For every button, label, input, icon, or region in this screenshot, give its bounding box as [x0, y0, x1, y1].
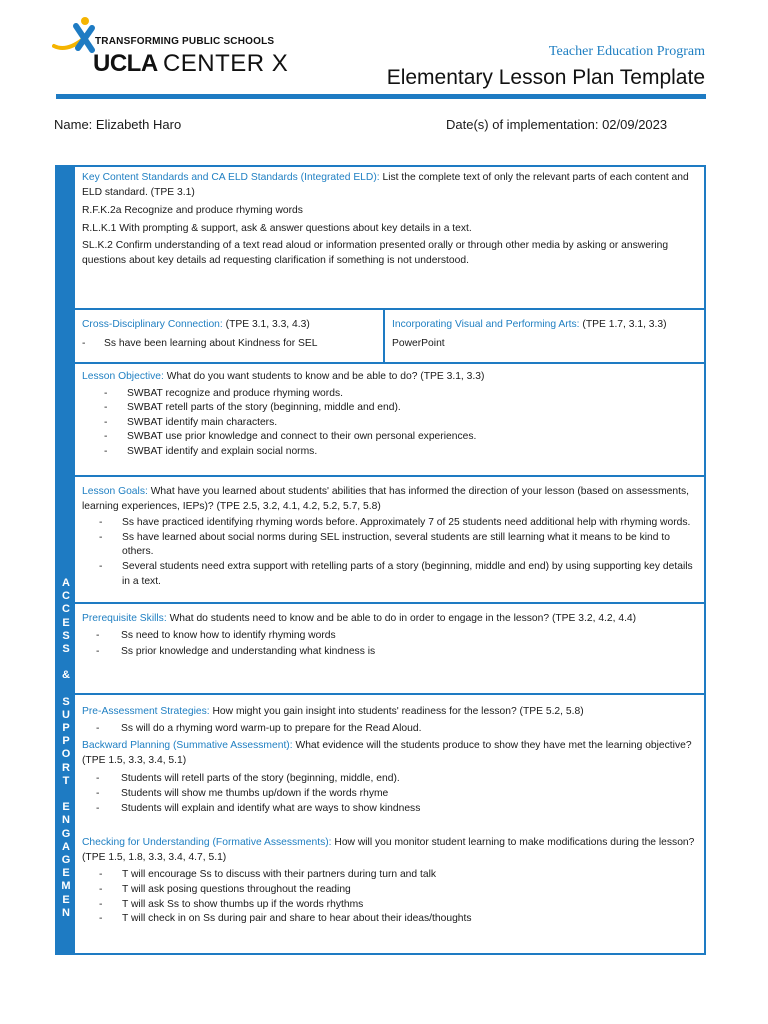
logo-wordmark	[93, 50, 288, 78]
list-item: - SWBAT identify and explain social norms.	[82, 445, 696, 460]
standard-item: SL.K.2 Confirm understanding of a text read aloud or information presented orally or through other media by asking or answering questions about key details ad requesting clarification if something is not understood.	[82, 240, 669, 266]
lesson-goals-section	[75, 477, 704, 604]
sidebar-letter: P	[62, 722, 70, 735]
objective-prompt: What do you want students to know and be able to do? (TPE 3.1, 3.3)	[163, 371, 485, 382]
standards-label: Key Content Standards and CA ELD Standards (Integrated ELD):	[82, 172, 380, 183]
sidebar-letter: E	[62, 893, 70, 906]
backward-prompt: What evidence will the students produce to show they have met the learning objective? (TPE 1.5, 3.3, 3.4, 5.1)	[82, 740, 692, 766]
sidebar-letter: T	[62, 774, 70, 787]
objective-label: Lesson Objective:	[82, 371, 164, 382]
sidebar-letter: G	[61, 853, 71, 866]
list-item: - SWBAT identify main characters.	[82, 416, 696, 431]
logo-ucla-text: UCLA	[93, 50, 157, 77]
standard-item: R.L.K.1 With prompting & support, ask & answer questions about key details in a text.	[82, 222, 472, 234]
list-item: - Ss have practiced identifying rhyming words before. Approximately 7 of 25 students need additional help with rhyming words.	[82, 516, 696, 531]
list-item: - T will encourage Ss to discuss with their partners during turn and talk	[82, 868, 696, 883]
preassess-prompt: How might you gain insight into students' readiness for the lesson? (TPE 5.2, 5.8)	[209, 706, 584, 717]
program-name: Teacher Education Program	[548, 44, 705, 59]
logo-centerx-text: CENTER X	[162, 50, 289, 77]
list-item: - Ss prior knowledge and understanding what kindness is	[82, 645, 696, 660]
sidebar-letter: C	[62, 603, 70, 616]
goals-list	[82, 516, 696, 589]
sidebar-letter: C	[62, 590, 70, 603]
sidebar-vertical-label	[57, 577, 75, 920]
sidebar-letter: G	[61, 827, 71, 840]
list-item: - T will ask Ss to show thumbs up if the words rhythms	[82, 898, 696, 913]
implementation-date: Date(s) of implementation: 02/09/2023	[446, 117, 668, 132]
sidebar-letter: E	[62, 801, 70, 814]
list-item: - Ss have learned about social norms during SEL instruction, several students are still learning what it means to be kind to others.	[82, 531, 696, 560]
cross-item: - Ss have been learning about Kindness for SEL	[82, 337, 318, 349]
sidebar-letter: &	[62, 669, 70, 682]
list-item: - Students will show me thumbs up/down if the words rhyme	[82, 787, 696, 802]
header-divider	[56, 94, 706, 99]
cross-disciplinary-cell	[75, 310, 383, 362]
access-support-engagement-sidebar	[57, 167, 75, 953]
sidebar-letter: S	[62, 629, 70, 642]
arts-value: PowerPoint	[392, 337, 445, 349]
prerequisite-skills-section	[75, 604, 704, 695]
list-item: - SWBAT retell parts of the story (beginning, middle and end).	[82, 401, 696, 416]
list-item: - SWBAT use prior knowledge and connect to their own personal experiences.	[82, 430, 696, 445]
sidebar-letter: S	[62, 642, 70, 655]
sidebar-letter: O	[61, 748, 71, 761]
connections-row	[75, 310, 704, 364]
list-item: - Ss need to know how to identify rhyming words	[82, 629, 696, 644]
cfu-list	[82, 868, 696, 926]
lesson-plan-table	[55, 165, 706, 955]
list-item: - Students will explain and identify what are ways to show kindness	[82, 802, 696, 817]
arts-prompt: (TPE 1.7, 3.1, 3.3)	[579, 319, 667, 330]
list-item: - Students will retell parts of the story (beginning, middle, end).	[82, 772, 696, 787]
list-item: - T will check in on Ss during pair and share to hear about their ideas/thoughts	[82, 912, 696, 927]
prereq-list	[82, 629, 696, 660]
backward-list	[82, 772, 696, 816]
objective-list	[82, 387, 696, 460]
standard-item: R.F.K.2a Recognize and produce rhyming words	[82, 205, 303, 217]
goals-label: Lesson Goals:	[82, 486, 148, 497]
backward-label: Backward Planning (Summative Assessment):	[82, 740, 293, 752]
prereq-prompt: What do students need to know and be able to do in order to engage in the lesson? (TPE 3.2, 4.2, 4.4)	[166, 613, 637, 624]
goals-prompt: What have you learned about students' abilities that has informed the direction of your lesson (based on assessments, learning experiences, IEPs)? (TPE 2.5, 3.2, 4.1, 4.2, 5.2, 5.7, 5.8)	[82, 486, 689, 512]
preassess-label: Pre-Assessment Strategies:	[82, 706, 210, 717]
sidebar-letter: P	[62, 735, 70, 748]
ucla-centerx-logo	[52, 16, 289, 80]
preassess-list	[82, 722, 696, 737]
logo-tagline: TRANSFORMING PUBLIC SCHOOLS	[95, 36, 275, 47]
standards-section	[75, 167, 704, 310]
sidebar-letter	[57, 683, 75, 696]
cross-prompt: (TPE 3.1, 3.3, 4.3)	[222, 319, 310, 330]
sidebar-letter: M	[61, 880, 71, 893]
document-title: Elementary Lesson Plan Template	[386, 66, 705, 89]
cross-item-text: Ss have been learning about Kindness for SEL	[104, 337, 318, 349]
cross-label: Cross-Disciplinary Connection:	[82, 319, 223, 330]
sidebar-letter: S	[62, 695, 70, 708]
sidebar-letter	[57, 788, 75, 801]
sidebar-letter: R	[62, 761, 70, 774]
visual-arts-cell	[385, 310, 704, 362]
list-item: - Ss will do a rhyming word warm-up to prepare for the Read Aloud.	[82, 722, 696, 737]
sidebar-letter	[57, 656, 75, 669]
cfu-label: Checking for Understanding (Formative Assessments):	[82, 837, 332, 849]
arts-label: Incorporating Visual and Performing Arts:	[392, 319, 580, 330]
list-item: - Several students need extra support with retelling parts of a story (beginning, middle and end) by using supporting key details in a text.	[82, 560, 696, 589]
sidebar-letter: E	[62, 616, 70, 629]
teacher-name: Name: Elizabeth Haro	[54, 117, 182, 132]
standards-prompt: List the complete text of only the relevant parts of each content and ELD standard. (TPE 3.1)	[82, 172, 689, 198]
list-item: - SWBAT recognize and produce rhyming words.	[82, 387, 696, 402]
sidebar-letter: N	[62, 906, 70, 919]
prereq-label: Prerequisite Skills:	[82, 613, 167, 624]
sidebar-letter: N	[62, 814, 70, 827]
sidebar-letter: A	[62, 840, 70, 853]
page-header	[0, 0, 768, 110]
assessment-section	[75, 695, 704, 953]
list-item: - T will ask posing questions throughout the reading	[82, 883, 696, 898]
lesson-objective-section	[75, 364, 704, 477]
sidebar-letter: U	[62, 708, 70, 721]
sidebar-letter: E	[62, 867, 70, 880]
cfu-prompt: How will you monitor student learning to make modifications during the lesson? (TPE 1.5, 1.8, 3.3, 3.4, 4.7, 5.1)	[82, 837, 695, 863]
sidebar-letter: A	[62, 577, 70, 589]
